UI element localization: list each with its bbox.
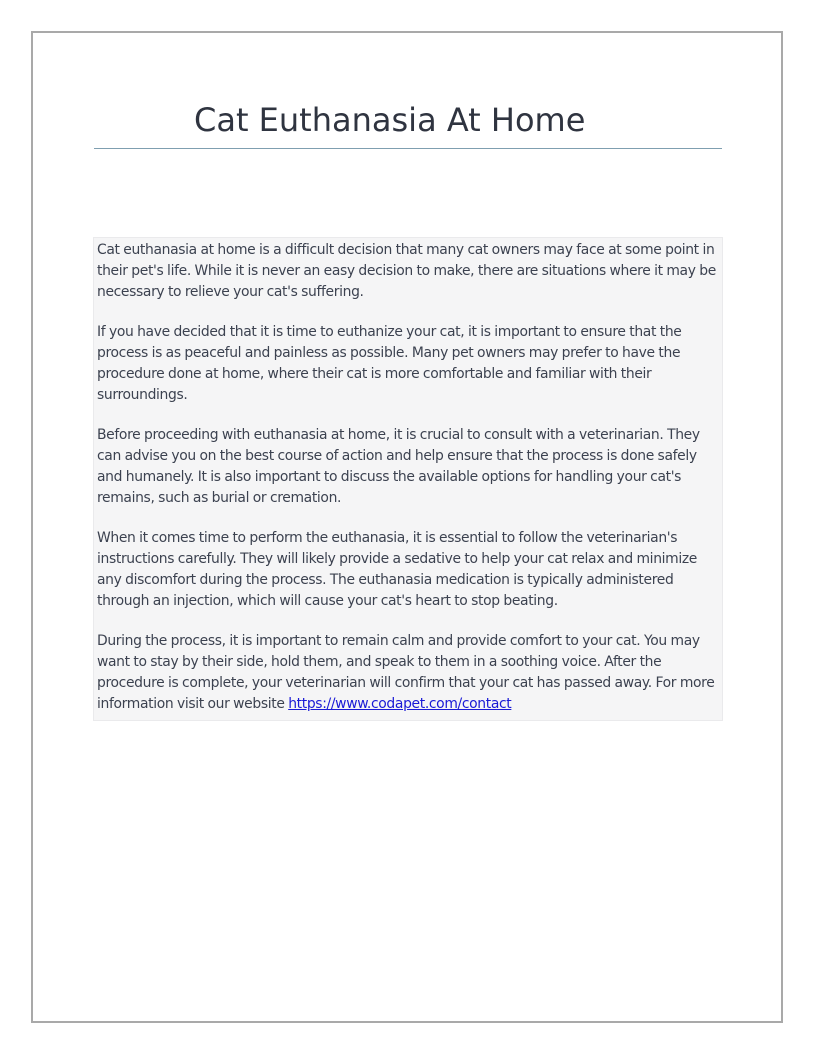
paragraph-comfort xyxy=(97,631,719,715)
paragraph-intro: Cat euthanasia at home is a difficult decision that many cat owners may face at some point in their pet's life. While it is never an easy decision to make, there are situations where it may be necessary to relieve your cat's suffering. xyxy=(97,242,716,300)
page-title: Cat Euthanasia At Home xyxy=(194,101,586,139)
paragraph-procedure: When it comes time to perform the euthanasia, it is essential to follow the veterinarian's instructions carefully. They will likely provide a sedative to help your cat relax and minimize any discomfort during the process. The euthanasia medication is typically administered through an injection, which will cause your cat's heart to stop beating. xyxy=(97,530,697,609)
title-divider xyxy=(94,148,722,149)
more-info-text: For more information visit our website xyxy=(97,675,715,712)
paragraph-comfort-text: During the process, it is important to remain calm and provide comfort to your cat. You may want to stay by their side, hold them, and speak to them in a soothing voice. After the procedure is complete, your veterinarian will confirm that your cat has passed away. xyxy=(97,633,700,691)
paragraph-consult-vet: Before proceeding with euthanasia at home, it is crucial to consult with a veterinarian. They can advise you on the best course of action and help ensure that the process is done safely and humanely. It is also important to discuss the available options for handling your cat's remains, such as burial or cremation. xyxy=(97,427,700,506)
contact-link[interactable]: https://www.codapet.com/contact xyxy=(288,696,512,712)
article-body xyxy=(93,237,723,721)
paragraph-decision: If you have decided that it is time to euthanize your cat, it is important to ensure that the process is as peaceful and painless as possible. Many pet owners may prefer to have the procedure done at home, where their cat is more comfortable and familiar with their surroundings. xyxy=(97,324,682,403)
